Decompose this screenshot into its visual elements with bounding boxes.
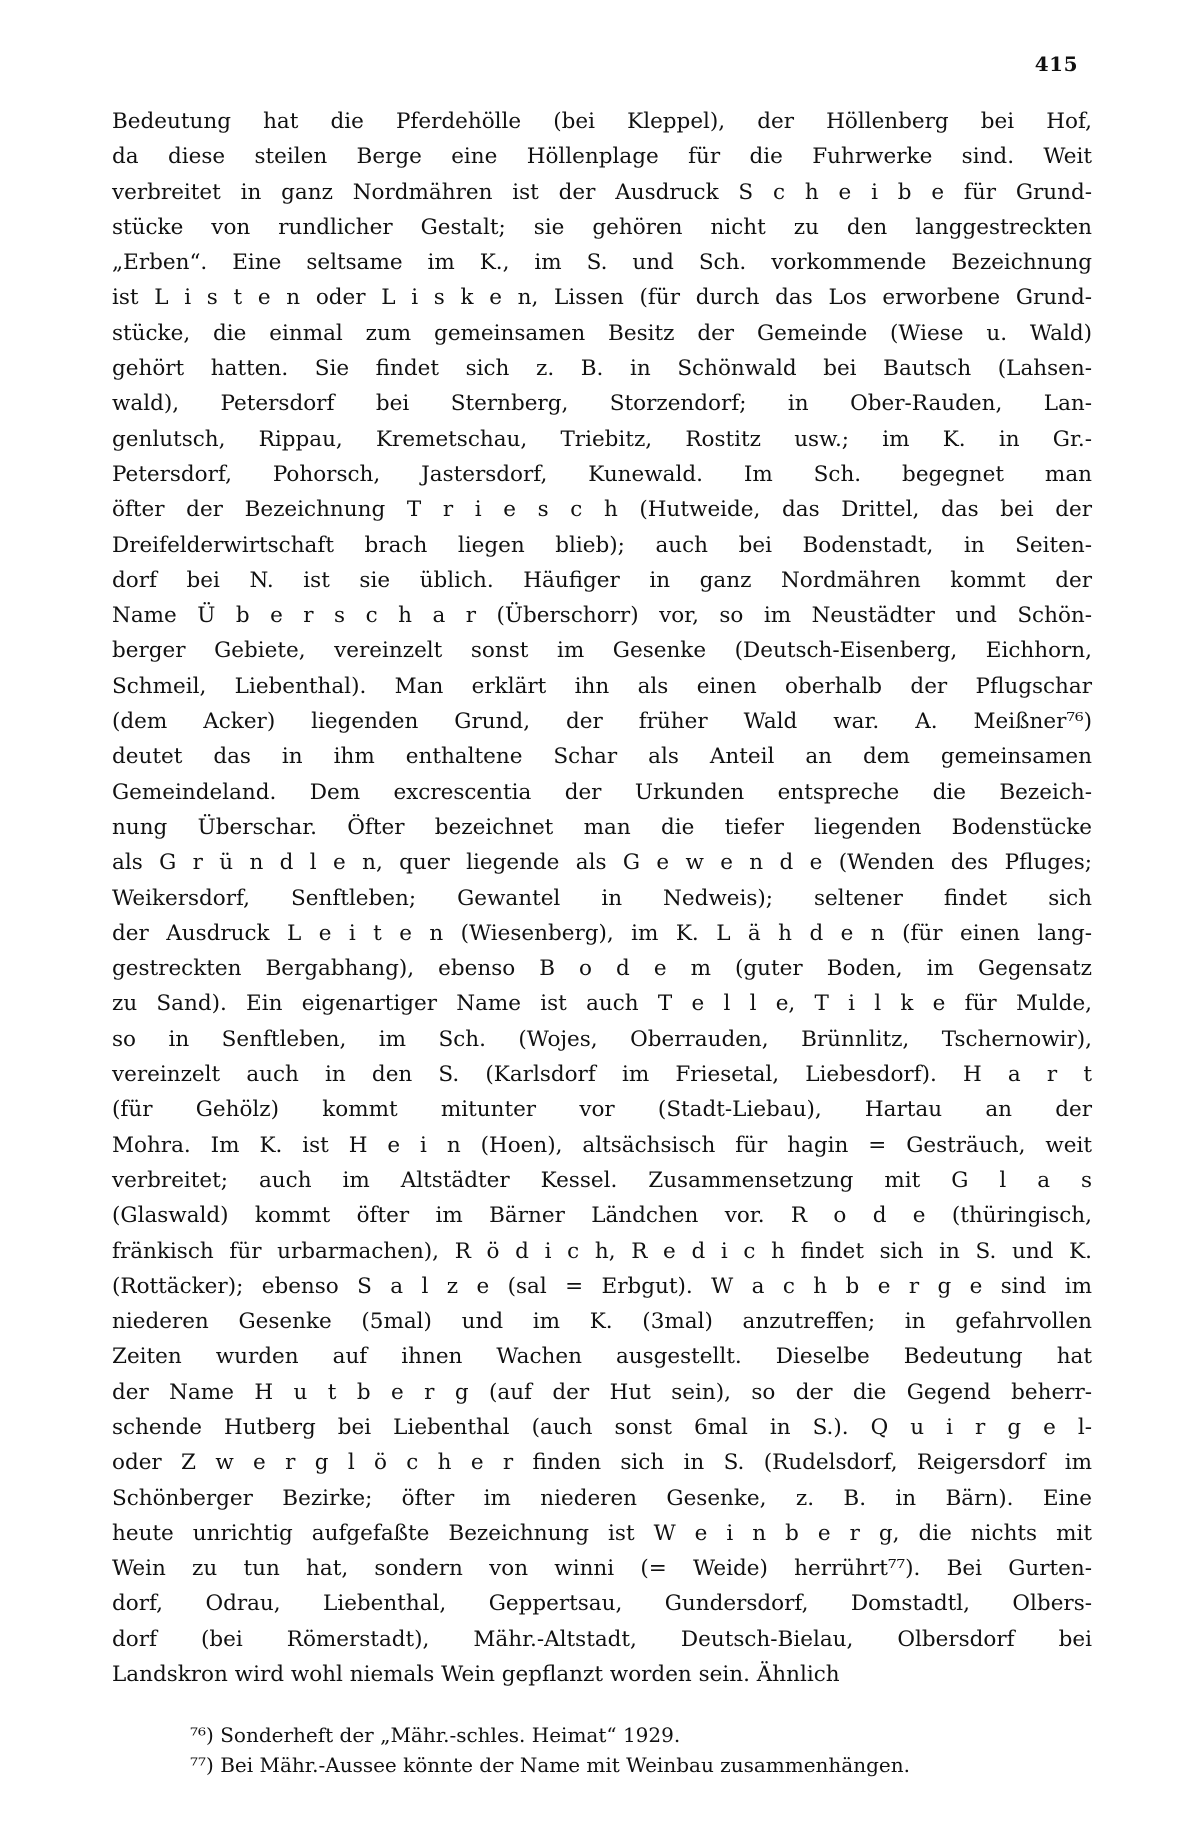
text-line: Petersdorf, Pohorsch, Jastersdorf, Kunewald. Im Sch. begegnet man (112, 461, 1092, 487)
text-line: dorf, Odrau, Liebenthal, Geppertsau, Gundersdorf, Domstadtl, Olbers- (112, 1591, 1092, 1617)
text-line: vereinzelt auch in den S. (Karlsdorf im Friesetal, Liebesdorf). H a r t (112, 1062, 1092, 1088)
text-line: öfter der Bezeichnung T r i e s c h (Hutweide, das Drittel, das bei der (112, 497, 1092, 523)
page-number: 415 (1034, 52, 1078, 76)
text-line: stücke, die einmal zum gemeinsamen Besitz der Gemeinde (Wiese u. Wald) (112, 320, 1092, 346)
text-line: Name Ü b e r s c h a r (Überschorr) vor, so im Neustädter und Schön- (112, 603, 1092, 629)
text-line: Mohra. Im K. ist H e i n (Hoen), altsächsisch für hagin = Gesträuch, weit (112, 1132, 1092, 1158)
text-line: deutet das in ihm enthaltene Schar als Anteil an dem gemeinsamen (112, 744, 1092, 770)
text-line: so in Senftleben, im Sch. (Wojes, Oberrauden, Brünnlitz, Tschernowir), (112, 1026, 1092, 1052)
text-line: zu Sand). Ein eigenartiger Name ist auch T e l l e, T i l k e für Mulde, (112, 991, 1092, 1017)
footnotes (190, 1720, 1090, 1780)
body-paragraph (112, 104, 1092, 1692)
text-line: da diese steilen Berge eine Höllenplage für die Fuhrwerke sind. Weit (112, 144, 1092, 170)
text-line: gestreckten Bergabhang), ebenso B o d e m (guter Boden, im Gegensatz (112, 956, 1092, 982)
text-line: dorf bei N. ist sie üblich. Häufiger in ganz Nordmähren kommt der (112, 567, 1092, 593)
text-line: Dreifelderwirtschaft brach liegen blieb); auch bei Bodenstadt, in Seiten- (112, 532, 1092, 558)
text-line: ist L i s t e n oder L i s k e n, Lissen (für durch das Los erworbene Grund- (112, 285, 1092, 311)
text-line: „Erben“. Eine seltsame im K., im S. und Sch. vorkommende Bezeichnung (112, 250, 1092, 276)
footnote: ⁷⁷) Bei Mähr.-Aussee könnte der Name mit Weinbau zusammenhängen. (190, 1753, 910, 1777)
text-line: (dem Acker) liegenden Grund, der früher Wald war. A. Meißner⁷⁶) (112, 709, 1092, 735)
text-line: Bedeutung hat die Pferdehölle (bei Kleppel), der Höllenberg bei Hof, (112, 109, 1092, 134)
text-line: heute unrichtig aufgefaßte Bezeichnung ist W e i n b e r g, die nichts mit (112, 1520, 1092, 1546)
text-line: Gemeindeland. Dem excrescentia der Urkunden entspreche die Bezeich- (112, 779, 1092, 805)
text-line: nung Überschar. Öfter bezeichnet man die tiefer liegenden Bodenstücke (112, 814, 1092, 840)
text-line: (Glaswald) kommt öfter im Bärner Ländchen vor. R o d e (thüringisch, (112, 1203, 1092, 1229)
text-line: wald), Petersdorf bei Sternberg, Storzendorf; in Ober-Rauden, Lan- (112, 391, 1092, 417)
text-line: verbreitet in ganz Nordmähren ist der Ausdruck S c h e i b e für Grund- (112, 179, 1092, 205)
text-line: als G r ü n d l e n, quer liegende als G e w e n d e (Wenden des Pfluges; (112, 850, 1092, 876)
text-line: gehört hatten. Sie findet sich z. B. in Schönwald bei Bautsch (Lahsen- (112, 356, 1092, 382)
text-line: Landskron wird wohl niemals Wein gepflanzt worden sein. Ähnlich (112, 1662, 840, 1688)
text-line: der Ausdruck L e i t e n (Wiesenberg), im K. L ä h d e n (für einen lang- (112, 920, 1092, 946)
text-line: dorf (bei Römerstadt), Mähr.-Altstadt, Deutsch-Bielau, Olbersdorf bei (112, 1626, 1092, 1652)
text-line: Zeiten wurden auf ihnen Wachen ausgestellt. Dieselbe Bedeutung hat (112, 1344, 1092, 1370)
text-line: schende Hutberg bei Liebenthal (auch sonst 6mal in S.). Q u i r g e l- (112, 1414, 1092, 1440)
footnote: ⁷⁶) Sonderheft der „Mähr.-schles. Heimat“ 1929. (190, 1723, 681, 1747)
text-line: Schmeil, Liebenthal). Man erklärt ihn als einen oberhalb der Pflugschar (112, 673, 1092, 699)
text-line: niederen Gesenke (5mal) und im K. (3mal) anzutreffen; in gefahrvollen (112, 1309, 1092, 1335)
text-line: berger Gebiete, vereinzelt sonst im Gesenke (Deutsch-Eisenberg, Eichhorn, (112, 638, 1092, 664)
text-line: genlutsch, Rippau, Kremetschau, Triebitz, Rostitz usw.; im K. in Gr.- (112, 426, 1092, 452)
text-line: der Name H u t b e r g (auf der Hut sein), so der die Gegend beherr- (112, 1379, 1092, 1405)
text-line: stücke von rundlicher Gestalt; sie gehören nicht zu den langgestreckten (112, 214, 1092, 240)
text-line: (für Gehölz) kommt mitunter vor (Stadt-Liebau), Hartau an der (112, 1097, 1092, 1123)
text-line: Weikersdorf, Senftleben; Gewantel in Nedweis); seltener findet sich (112, 885, 1092, 911)
text-line: Schönberger Bezirke; öfter im niederen Gesenke, z. B. in Bärn). Eine (112, 1485, 1092, 1511)
text-line: verbreitet; auch im Altstädter Kessel. Zusammensetzung mit G l a s (112, 1167, 1092, 1193)
text-line: (Rottäcker); ebenso S a l z e (sal = Erbgut). W a c h b e r g e sind im (112, 1273, 1092, 1299)
text-line: oder Z w e r g l ö c h e r finden sich in S. (Rudelsdorf, Reigersdorf im (112, 1450, 1092, 1476)
text-line: Wein zu tun hat, sondern von winni (= Weide) herrührt⁷⁷). Bei Gurten- (112, 1556, 1092, 1582)
text-line: fränkisch für urbarmachen), R ö d i c h, R e d i c h findet sich in S. und K. (112, 1238, 1092, 1264)
